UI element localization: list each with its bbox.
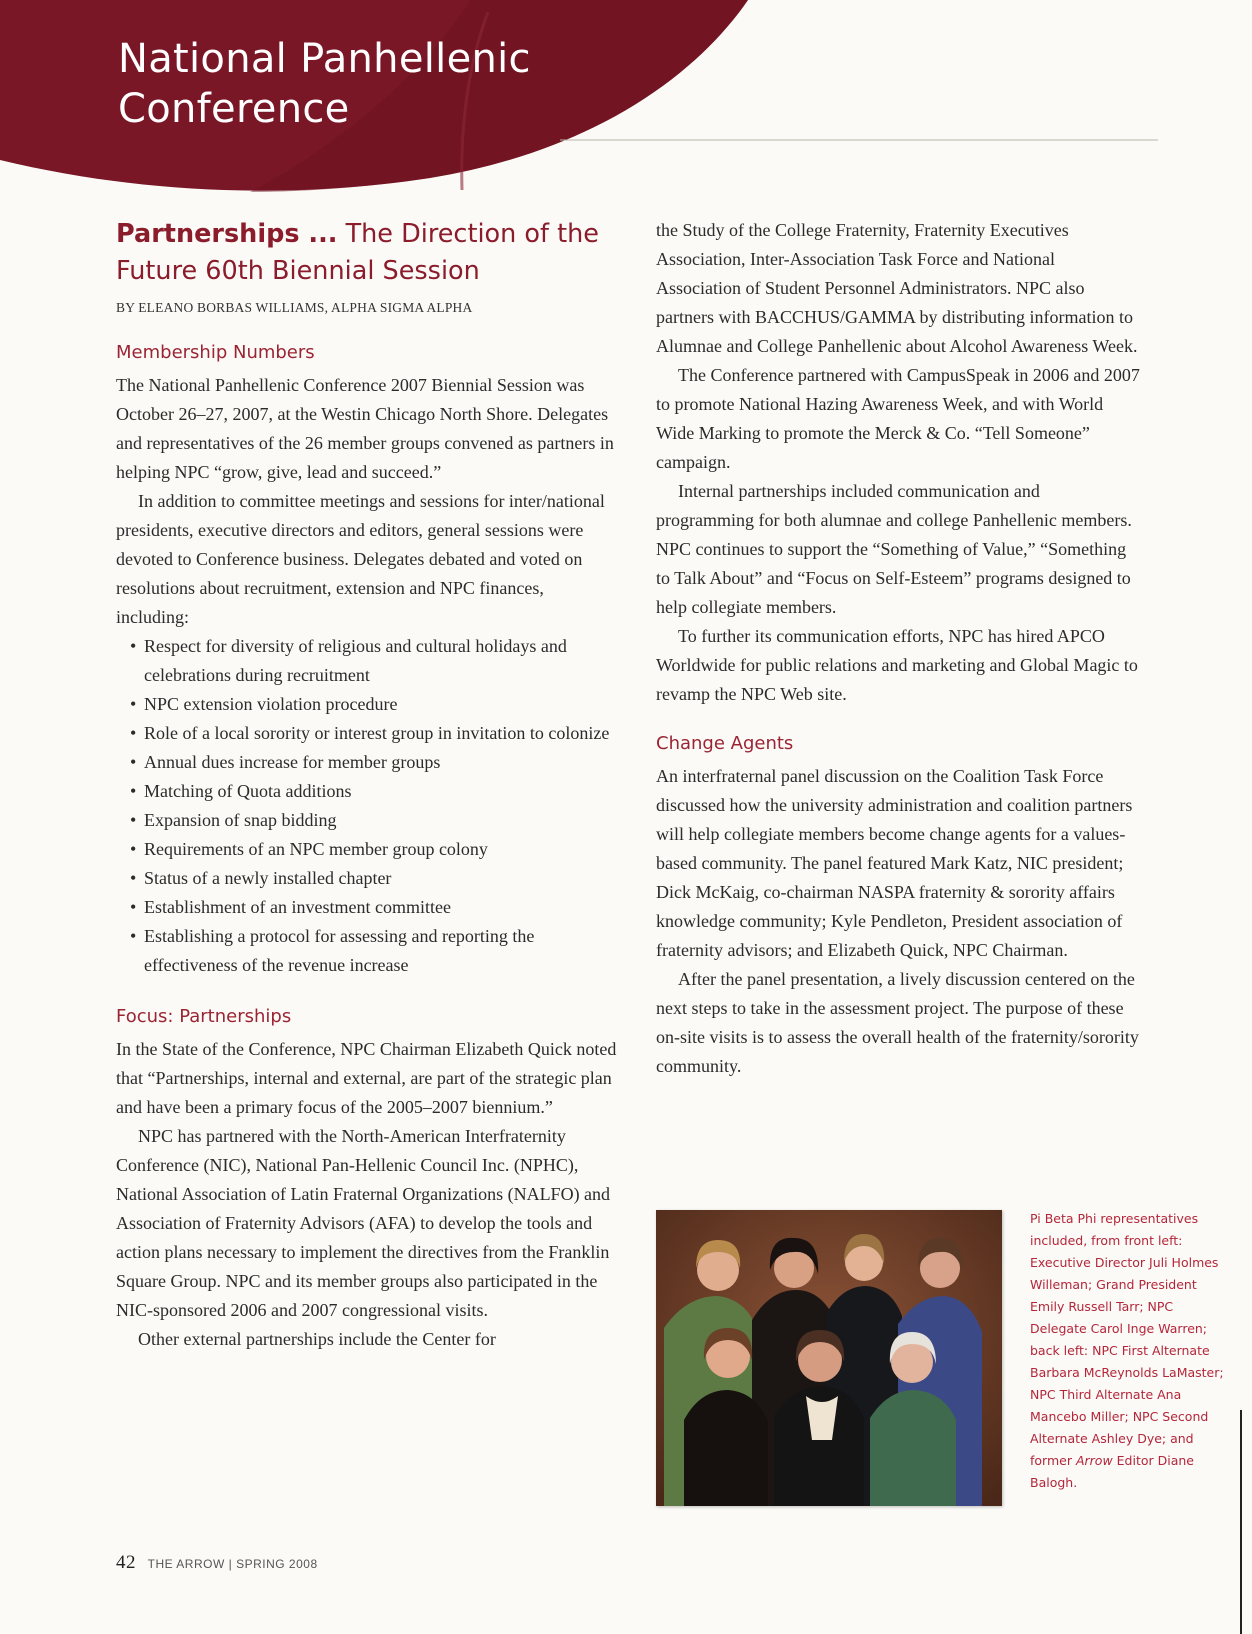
right-column bbox=[656, 216, 1142, 1081]
section-heading-membership: Membership Numbers bbox=[116, 342, 315, 363]
resolutions-list bbox=[116, 632, 621, 980]
paragraph: To further its communication efforts, NPC has hired APCO Worldwide for public relations and marketing and Global Magic to revamp the NPC Web site. bbox=[656, 626, 1138, 704]
list-item: • Respect for diversity of religious and cultural holidays and celebrations during recruitment bbox=[130, 632, 621, 690]
paragraph: the Study of the College Fraternity, Fraternity Executives Association, Inter-Association Task Force and National Association of Student Personnel Administrators. NPC also partners with BACCHUS/GAMMA by distributing information to Alumnae and College Panhellenic about Alcohol Awareness Week. bbox=[656, 220, 1138, 356]
page-edge-rule bbox=[1240, 1410, 1242, 1634]
caption-text-end: Editor Diane Balogh. bbox=[1030, 1453, 1194, 1490]
headline-bold: Partnerships ... bbox=[116, 219, 338, 249]
list-item: • Matching of Quota additions bbox=[130, 777, 621, 806]
headline-rest: The Direction of the Future 60th Biennial Session bbox=[116, 219, 599, 286]
group-photo bbox=[656, 1210, 1002, 1506]
paragraph: An interfraternal panel discussion on the Coalition Task Force discussed how the university administration and coalition partners will help collegiate members become change agents for a values-based community. The panel featured Mark Katz, NIC president; Dick McKaig, co-chairman NASPA fraternity & sorority affairs knowledge community; Kyle Pendleton, President association of fraternity advisors; and Elizabeth Quick, NPC Chairman. bbox=[656, 766, 1133, 960]
list-item: • Role of a local sorority or interest group in invitation to colonize bbox=[130, 719, 621, 748]
section-heading-change-agents: Change Agents bbox=[656, 733, 794, 754]
caption-text: Pi Beta Phi representatives included, from front left: Executive Director Juli Holmes Willeman; Grand President Emily Russell Tarr; NPC Delegate Carol Inge Warren; back left: NPC First Alternate Barbara McReynolds LaMaster; NPC Third Alternate Ana Mancebo Miller; NPC Second Alternate Ashley Dye; and former bbox=[1030, 1211, 1224, 1468]
paragraph: NPC has partnered with the North-American Interfraternity Conference (NIC), National Pan-Hellenic Council Inc. (NPHC), National Association of Latin Fraternal Organizations (NALFO) and Association of Fraternity Advisors (AFA) to develop the tools and action plans necessary to implement the directives from the Franklin Square Group. NPC and its member groups also participated in the NIC-sponsored 2006 and 2007 congressional visits. bbox=[116, 1126, 611, 1320]
section-heading-focus: Focus: Partnerships bbox=[116, 1006, 292, 1027]
page-number: 42 bbox=[116, 1552, 136, 1573]
paragraph: Internal partnerships included communication and programming for both alumnae and college Panhellenic members. NPC continues to support the “Something of Value,” “Something to Talk About” and “Focus on Self-Esteem” programs designed to help collegiate members. bbox=[656, 481, 1132, 617]
paragraph: In the State of the Conference, NPC Chairman Elizabeth Quick noted that “Partnerships, internal and external, are part of the strategic plan and have been a primary focus of the 2005–2007 biennium.” bbox=[116, 1039, 617, 1117]
list-item: • Expansion of snap bidding bbox=[130, 806, 621, 835]
page-title-line2: Conference bbox=[118, 86, 350, 132]
list-item: • Establishment of an investment committee bbox=[130, 893, 621, 922]
paragraph: After the panel presentation, a lively discussion centered on the next steps to take in the assessment project. The purpose of these on-site visits is to assess the overall health of the fraternity/sorority community. bbox=[656, 969, 1139, 1076]
byline: BY ELEANO BORBAS WILLIAMS, ALPHA SIGMA ALPHA bbox=[116, 300, 473, 315]
paragraph: Other external partnerships include the Center for bbox=[138, 1329, 496, 1349]
list-item: • Establishing a protocol for assessing and reporting the effectiveness of the revenue increase bbox=[130, 922, 621, 980]
paragraph: The National Panhellenic Conference 2007 Biennial Session was October 26–27, 2007, at the Westin Chicago North Shore. Delegates and representatives of the 26 member groups convened as partners in helping NPC “grow, give, lead and succeed.” bbox=[116, 375, 614, 482]
left-column bbox=[116, 216, 621, 1354]
group-photo-illustration bbox=[656, 1210, 1002, 1506]
photo-caption bbox=[1030, 1208, 1230, 1494]
article-headline bbox=[116, 216, 621, 290]
paragraph: In addition to committee meetings and sessions for inter/national presidents, executive directors and editors, general sessions were devoted to Conference business. Delegates debated and voted on resolutions about recruitment, extension and NPC finances, including: bbox=[116, 491, 605, 627]
list-item: • Status of a newly installed chapter bbox=[130, 864, 621, 893]
publication-name: THE ARROW | SPRING 2008 bbox=[147, 1557, 318, 1571]
caption-italic: Arrow bbox=[1075, 1453, 1113, 1468]
list-item: • Annual dues increase for member groups bbox=[130, 748, 621, 777]
list-item: • NPC extension violation procedure bbox=[130, 690, 621, 719]
page-footer bbox=[116, 1552, 318, 1574]
page-title-line1: National Panhellenic bbox=[118, 36, 531, 82]
page-title bbox=[118, 34, 531, 134]
paragraph: The Conference partnered with CampusSpeak in 2006 and 2007 to promote National Hazing Awareness Week, and with World Wide Marking to promote the Merck & Co. “Tell Someone” campaign. bbox=[656, 365, 1140, 472]
list-item: • Requirements of an NPC member group colony bbox=[130, 835, 621, 864]
